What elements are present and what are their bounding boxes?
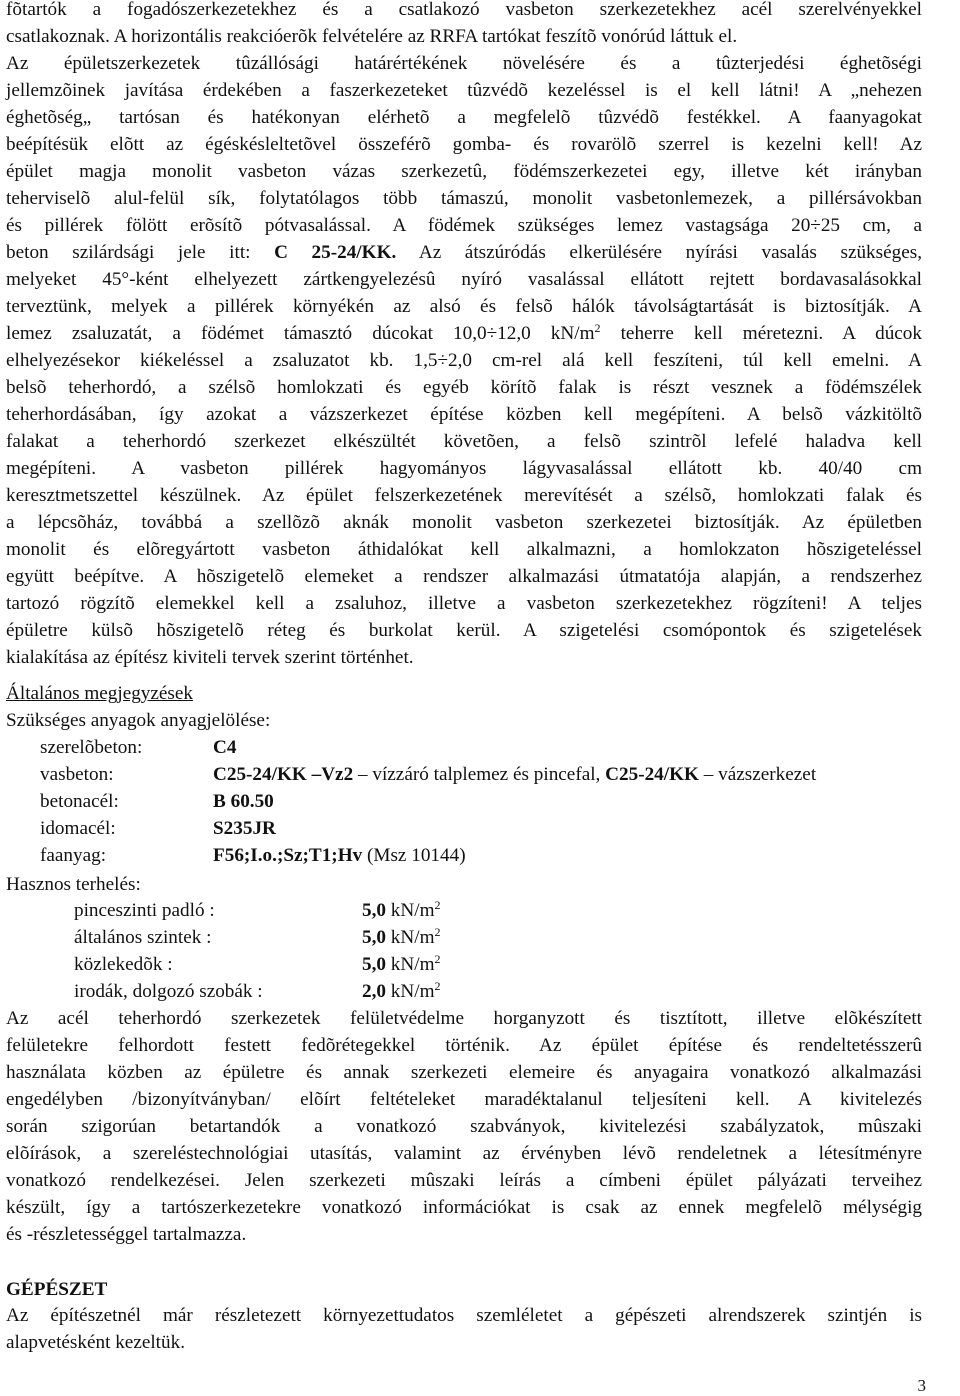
text-line: a lépcsõház, továbbá a szellõzõ aknák monolit vasbeton szerkezetei biztosítják. Az épületben — [6, 512, 922, 533]
text-line: éghetõség„ tartósan és hatékonyan elérhetõ a megfelelõ tûzvédõ festékkel. A faanyagokat — [6, 107, 922, 128]
page-number: 3 — [917, 1376, 926, 1395]
text-fragment: (Msz 10144) — [362, 845, 466, 866]
text-line: terveztünk, melyek a pillérek környékén az alsó és felsõ hálók távolságtartását is biztosítják. A — [6, 296, 922, 317]
load-value: 5,0 — [362, 954, 386, 975]
load-label: közlekedõk : — [74, 954, 173, 975]
superscript: 2 — [434, 925, 441, 939]
material-label: szerelõbeton: — [40, 737, 143, 758]
intro-paragraph — [6, 0, 922, 671]
text-line: együtt beépítve. A hõszigetelõ elemeket a rendszer alkalmazási útmatatója alapján, a rendszerhez — [6, 566, 922, 587]
load-unit: kN/m — [385, 927, 435, 948]
text-line: keresztmetszettel készülnek. Az épület felszerkezetének merevítését a szélsõ, homlokzati falak és — [6, 485, 922, 506]
text-line: belsõ teherhordó, a szélsõ homlokzati és egyéb körítõ falak is részt vesznek a födémszélek — [6, 377, 922, 398]
load-value-row — [362, 897, 441, 924]
text-fragment: lemez zsaluzatát, a födémet támasztó dúcokat 10,0÷12,0 kN/m — [6, 323, 595, 344]
text-line: monolit és elõregyártott vasbeton áthidalókat kell alkalmazni, a homlokzaton hõszigeteléssel — [6, 539, 922, 560]
superscript: 2 — [434, 898, 441, 912]
material-value: B 60.50 — [213, 791, 274, 812]
material-value-row — [213, 842, 466, 869]
load-value-row — [362, 951, 441, 978]
text-line: elhelyezésekor kiékeléssel a zsaluzatot kb. 1,5÷2,0 cm-rel alá kell feszíteni, túl kell emelni. A — [6, 350, 922, 371]
material-value: F56;I.o.;Sz;T1;Hv — [213, 845, 363, 866]
loads-title: Hasznos terhelés: — [6, 874, 141, 895]
text-fragment: beton szilárdsági jele itt: — [6, 242, 275, 263]
general-notes-title: Általános megjegyzések — [6, 683, 194, 704]
text-line: során szigorúan betartandók a vonatkozó szabványok, kivitelezési szabályzatok, mûszaki — [6, 1116, 922, 1137]
load-unit: kN/m — [385, 981, 435, 1002]
load-value: 5,0 — [362, 900, 386, 921]
concrete-grade: C 25-24/KK. — [274, 242, 397, 263]
steel-paragraph — [6, 1005, 922, 1248]
text-line: engedélyben /bizonyítványban/ elõírt feltételeket maradéktalanul teljesíteni kell. A kivitelezés — [6, 1089, 922, 1110]
text-line: beépítésük elõtt az égéskésleltetõvel összeférõ gomba- és rovarölõ szerrel is kezelni kell! Az — [6, 134, 922, 155]
load-label: irodák, dolgozó szobák : — [74, 981, 263, 1002]
superscript: 2 — [594, 321, 601, 335]
text-line: épület magja monolit vasbeton vázas szerkezetû, födémszerkezetei egy, illetve két irányban — [6, 161, 922, 182]
load-value: 2,0 — [362, 981, 386, 1002]
text-fragment: teherre kell méretezni. A dúcok — [600, 323, 922, 344]
text-line: csatlakoznak. A horizontális reakcióerõk felvételére az RRFA tartókat feszítõ vonórúd láttuk el. — [6, 26, 738, 47]
superscript: 2 — [434, 952, 441, 966]
material-label: faanyag: — [40, 845, 107, 866]
load-unit: kN/m — [385, 954, 435, 975]
text-line: alapvetésként kezeltük. — [6, 1332, 186, 1353]
text-line: és pillérek fölött erõsítõ pótvasalással. A födémek szükséges lemez vastagsága 20÷25 cm, a — [6, 215, 922, 236]
text-fragment: – vízzáró talplemez és pincefal, — [353, 764, 606, 785]
text-line: fõtartók a fogadószerkezetekhez és a csatlakozó vasbeton szerkezetekhez acél szerelvényekkel — [6, 0, 922, 20]
material-value: S235JR — [213, 818, 276, 839]
text-line: Az építészetnél már részletezett környezettudatos szemléletet a gépészeti alrendszerek szintjén is — [6, 1305, 922, 1326]
section-heading: GÉPÉSZET — [6, 1279, 108, 1300]
text-line: készült, így a tartószerkezetekre vonatkozó információkat is csak az ennek megfelelõ mélységig — [6, 1197, 922, 1218]
text-fragment: Az átszúródás elkerülésére nyírási vasalás szükséges, — [396, 242, 923, 263]
text-fragment: – vázszerkezet — [698, 764, 817, 785]
load-unit: kN/m — [385, 900, 435, 921]
text-line: tartozó rögzítõ elemekkel kell a zsaluhoz, illetve a vasbeton szerkezetekhez rögzíteni! A teljes — [6, 593, 922, 614]
text-line: vonatkozó rendelkezései. Jelen szerkezeti mûszaki leírás a címbeni épület pályázati terveihez — [6, 1170, 922, 1191]
load-value: 5,0 — [362, 927, 386, 948]
load-label: pinceszinti padló : — [74, 900, 215, 921]
material-label: vasbeton: — [40, 764, 114, 785]
concrete-grade-line — [6, 239, 922, 266]
material-value: C25-24/KK — [605, 764, 699, 785]
materials-title: Szükséges anyagok anyagjelölése: — [6, 710, 271, 731]
text-line: elõírások, a szereléstechnológiai utasítás, valamint az érvényben lévõ rendeletnek a létesítményre — [6, 1143, 922, 1164]
text-line: felületekre felhordott festett fedõrétegekkel történik. Az épület építése és rendeltetésszerû — [6, 1035, 922, 1056]
material-value: C4 — [213, 737, 237, 758]
text-line: és -részletességgel tartalmazza. — [6, 1224, 247, 1245]
material-value: C25-24/KK –Vz2 — [213, 764, 354, 785]
superscript: 2 — [434, 979, 441, 993]
text-line: falakat a teherhordó szerkezet elkészültét követõen, a felsõ szintrõl lefelé haladva kell — [6, 431, 922, 452]
text-line: megépíteni. A vasbeton pillérek hagyományos lágyvasalással ellátott kb. 40/40 cm — [6, 458, 922, 479]
text-line: Az épületszerkezetek tûzállósági határértékének növelésére és a tûzterjedési éghetõségi — [6, 53, 922, 74]
text-line: Az acél teherhordó szerkezetek felületvédelme horganyzott és tisztított, illetve elõkészített — [6, 1008, 922, 1029]
section-paragraph — [6, 1302, 922, 1356]
load-label: általános szintek : — [74, 927, 212, 948]
material-label: idomacél: — [40, 818, 116, 839]
load-value-row — [362, 978, 441, 1005]
text-line: kialakítása az építész kiviteli tervek szerint történhet. — [6, 647, 414, 668]
text-line: teherhordásában, így azokat a vázszerkezet építése közben kell megépíteni. A belsõ vázkitöltõ — [6, 404, 922, 425]
material-value-row — [213, 761, 816, 788]
text-line: melyeket 45°-ként elhelyezett zártkengyelezésû nyíró vasalással ellátott rejtett bordavasalásokkal — [6, 269, 922, 290]
text-line: jellemzõinek javítása érdekében a faszerkezeteket tûzvédõ kezeléssel is el kell látni! A „nehezen — [6, 80, 922, 101]
text-line: épületre külsõ hõszigetelõ réteg és burkolat kerül. A szigetelési csomópontok és szigetelések — [6, 620, 922, 641]
material-label: betonacél: — [40, 791, 119, 812]
load-value-row — [362, 924, 441, 951]
text-line: teherviselõ alul-felül sík, folytatólagos több támaszú, monolit vasbetonlemezek, a pillérsávokban — [6, 188, 922, 209]
load-line — [6, 320, 922, 347]
text-line: használata közben az épületre és annak szerkezeti elemeire és anyagaira vonatkozó alkalmazási — [6, 1062, 922, 1083]
